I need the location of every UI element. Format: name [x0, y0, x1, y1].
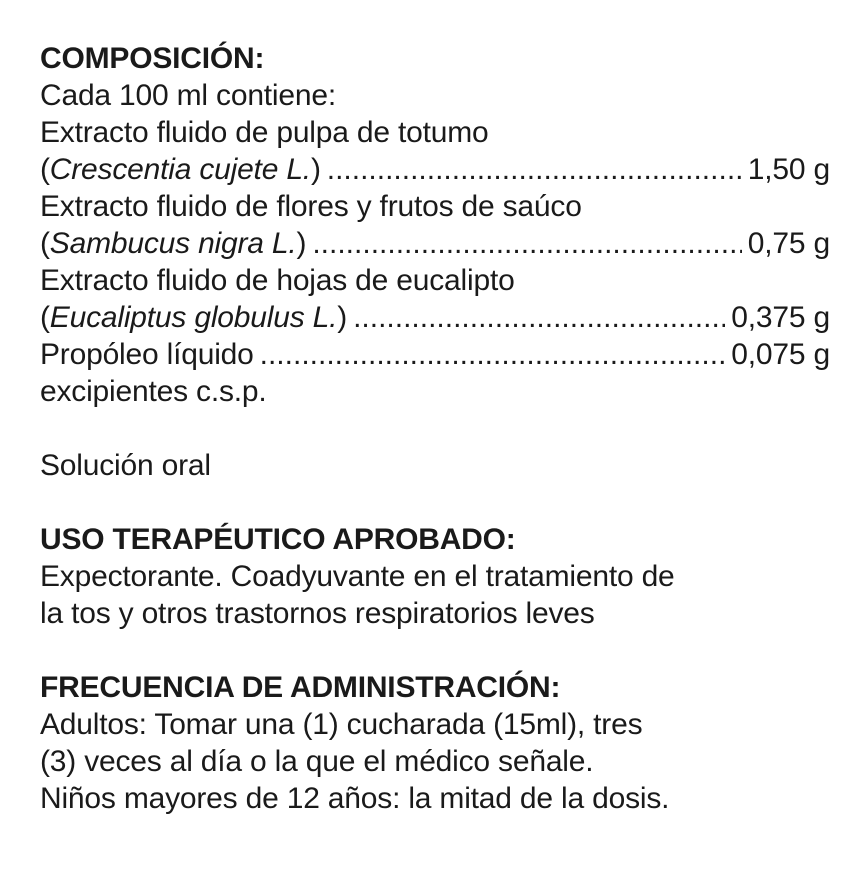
ingredient-species: (Sambucus nigra L.) [40, 227, 307, 260]
frecuencia-line: Niños mayores de 12 años: la mitad de la dosis. [40, 782, 670, 815]
composicion-intro: Cada 100 ml contiene: [40, 79, 336, 112]
ingredient-row [40, 151, 830, 188]
frecuencia-line: (3) veces al día o la que el médico señale. [40, 745, 594, 778]
dot-leader [353, 299, 725, 336]
propoleo-row [40, 336, 830, 373]
ingredient-amount: 1,50 g [747, 153, 830, 186]
leaflet-text [40, 40, 830, 817]
ingredient-description: Extracto fluido de hojas de eucalipto [40, 264, 515, 297]
uso-line: la tos y otros trastornos respiratorios leves [40, 597, 595, 630]
uso-line: Expectorante. Coadyuvante en el tratamiento de [40, 560, 675, 593]
dot-leader [327, 151, 742, 188]
ingredient-description: Extracto fluido de flores y frutos de saúco [40, 190, 582, 223]
composicion-heading: COMPOSICIÓN: [40, 42, 265, 75]
ingredient-row [40, 299, 830, 336]
propoleo-amount: 0,075 g [731, 338, 830, 371]
ingredient-description: Extracto fluido de pulpa de totumo [40, 116, 489, 149]
dot-leader [312, 225, 741, 262]
uso-heading: USO TERAPÉUTICO APROBADO: [40, 523, 516, 556]
ingredient-row [40, 225, 830, 262]
propoleo-label: Propóleo líquido [40, 338, 254, 371]
excipientes: excipientes c.s.p. [40, 375, 267, 408]
dot-leader [260, 336, 726, 373]
frecuencia-line: Adultos: Tomar una (1) cucharada (15ml), tres [40, 708, 643, 741]
ingredient-species: (Eucaliptus globulus L.) [40, 301, 348, 334]
frecuencia-heading: FRECUENCIA DE ADMINISTRACIÓN: [40, 671, 561, 704]
ingredient-species: (Crescentia cujete L.) [40, 153, 321, 186]
forma-farmaceutica: Solución oral [40, 449, 211, 482]
ingredient-amount: 0,375 g [731, 301, 830, 334]
ingredient-amount: 0,75 g [747, 227, 830, 260]
